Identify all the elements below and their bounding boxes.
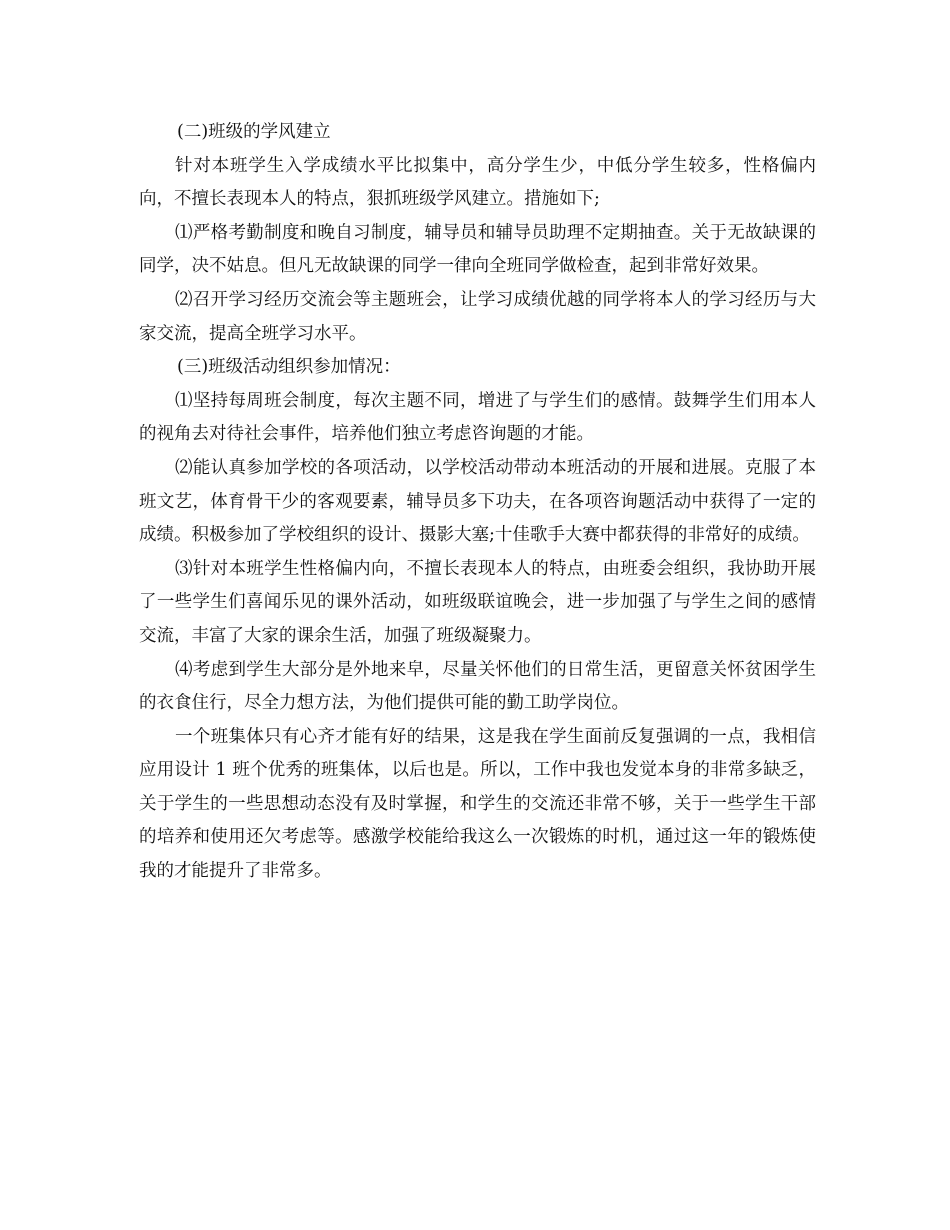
section-heading-study-style: (二)班级的学风建立 xyxy=(177,122,331,142)
paragraph-attendance-measure: ⑴严格考勤制度和晚自习制度，辅导员和辅导员助理不定期抽查。关于无故缺课的同学，决不姑息。但凡无故缺课的同学一律向全班同学做检查，起到非常好效果。 xyxy=(139,222,816,277)
document-body xyxy=(139,116,816,889)
paragraph-study-style-intro: 针对本班学生入学成绩水平比拟集中，高分学生少，中低分学生较多，性格偏内向，不擅长表现本人的特点，狠抓班级学风建立。措施如下; xyxy=(139,155,816,210)
paragraph-student-care: ⑷考虑到学生大部分是外地来皁，尽量关怀他们的日常生活，更留意关怀贫困学生的衣食住行，尽全力想方法，为他们提供可能的勤工助学岗位。 xyxy=(139,659,816,714)
paragraph-conclusion: 一个班集体只有心齐才能有好的结果，这是我在学生面前反复强调的一点，我相信应用设计 1 班个优秀的班集体，以后也是。所以，工作中我也发觉本身的非常多缺乏，关于学生的一些思想动态没有及时掌握，和学生的交流还非常不够，关于一些学生干部的培养和使用还欠考虑等。感激学校能给我这么一次锻炼的时机，通过这一年的锻炼使我的才能提升了非常多。 xyxy=(139,726,816,882)
section-heading-class-activities: (三)班级活动组织参加情况： xyxy=(177,357,401,378)
paragraph-extracurricular: ⑶针对本班学生性格偏内向，不擅长表现本人的特点，由班委会组织，我协助开展了一些学生们喜闻乐见的课外活动，如班级联谊晚会，进一步加强了与学生之间的感情交流，丰富了大家的课余生活，加强了班级凝聚力。 xyxy=(139,558,816,646)
paragraph-experience-exchange: ⑵召开学习经历交流会等主题班会，让学习成绩优越的同学将本人的学习经历与大家交流，提高全班学习水平。 xyxy=(139,289,816,344)
paragraph-weekly-meeting: ⑴坚持每周班会制度，每次主题不同，增进了与学生们的感情。鼓舞学生们用本人的视角去对待社会事件，培养他们独立考虑咨询题的才能。 xyxy=(139,390,816,445)
paragraph-school-activities: ⑵能认真参加学校的各项活动，以学校活动带动本班活动的开展和进展。克服了本班文艺，体育骨干少的客观要素，辅导员多下功夫，在各项咨询题活动中获得了一定的成绩。积极参加了学校组织的设计、摄影大塞;十佳歌手大赛中都获得的非常好的成绩。 xyxy=(139,457,816,546)
